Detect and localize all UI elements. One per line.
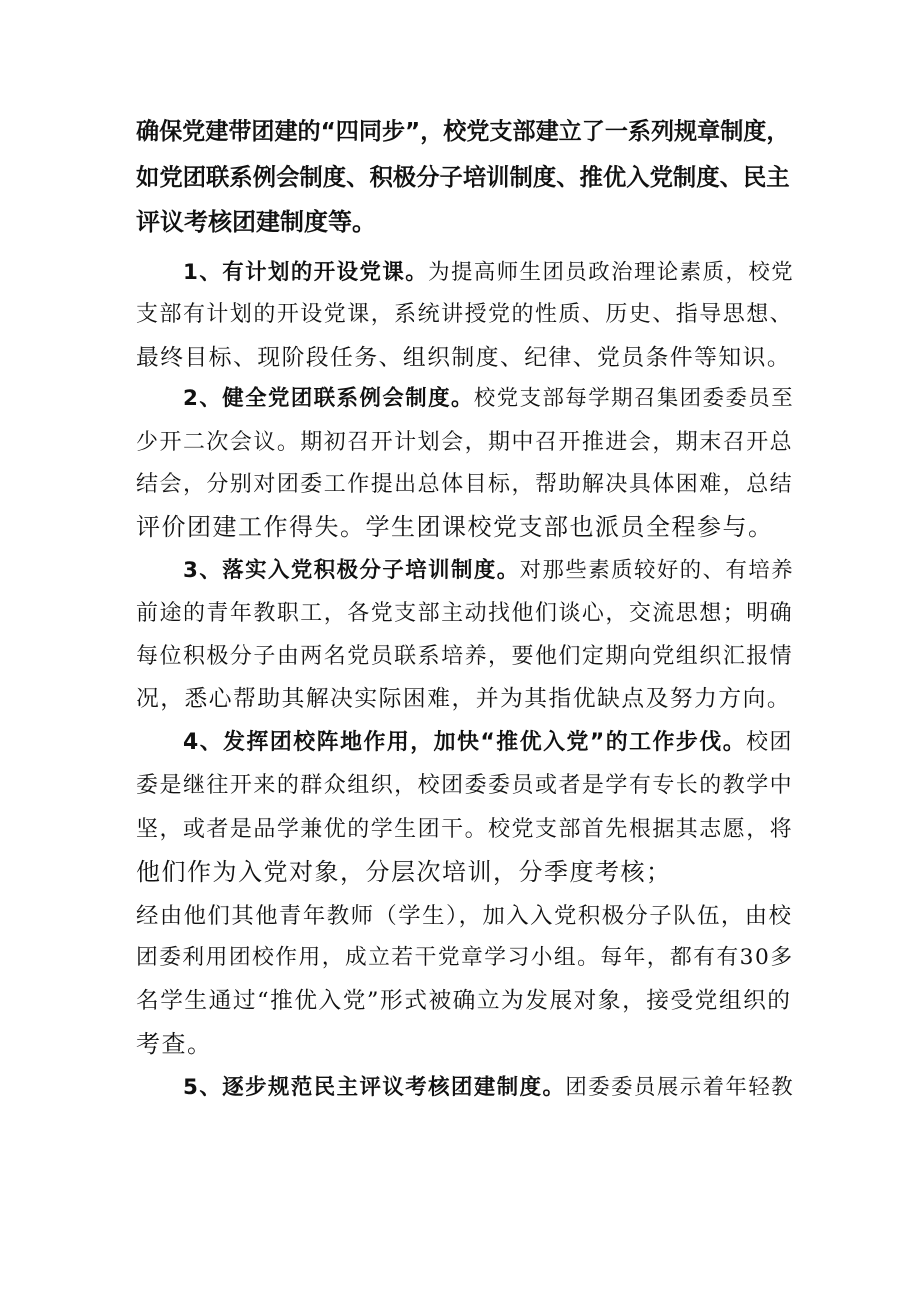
text-line	[183, 551, 794, 591]
section-text: 校党支部每学期召集团委委员至	[473, 386, 795, 411]
section-heading: 4、发挥团校阵地作用，加快“推优入党”的工作步伐。	[183, 730, 747, 755]
section-text: 校团	[746, 730, 793, 755]
text-line	[183, 1068, 794, 1108]
section-text: 团委委员展示着年轻教	[565, 1075, 795, 1100]
text-line: 如党团联系例会制度、积极分子培训制度、推优入党制度、民主	[136, 163, 790, 191]
section-heading: 3、落实入党积极分子培训制度。	[183, 558, 520, 583]
text-line: 每位积极分子由两名党员联系培养，要他们定期向党组织汇报情	[136, 644, 794, 669]
text-line: 结会，分别对团委工作提出总体目标，帮助解决具体困难，总结	[136, 472, 794, 497]
text-line: 委是继往开来的群众组织，校团委委员或者是学有专长的教学中	[136, 773, 794, 798]
text-line: 前途的青年教职工，各党支部主动找他们谈心，交流思想；明确	[136, 601, 794, 626]
text-line: 经由他们其他青年教师（学生），加入入党积极分子队伍，由校	[136, 903, 793, 929]
text-line	[183, 253, 794, 293]
text-line: 考查。	[136, 1030, 213, 1058]
text-line: 确保党建带团建的“四同步”，校党支部建立了一系列规章制度，	[136, 119, 790, 145]
section-heading: 1、有计划的开设党课。	[183, 260, 429, 285]
text-line: 评议考核团建制度等。	[136, 208, 376, 236]
text-line: 团委利用团校作用，成立若干党章学习小组。每年，都有有30多	[136, 945, 794, 970]
section-text: 对那些素质较好的、有培养	[519, 558, 795, 583]
text-line	[183, 723, 793, 763]
text-line: 少开二次会议。期初召开计划会，期中召开推进会，期末召开总	[136, 430, 794, 455]
section-heading: 2、健全党团联系例会制度。	[183, 386, 474, 411]
text-line: 名学生通过“推优入党”形式被确立为发展对象，接受党组织的	[136, 988, 792, 1014]
section-heading: 5、逐步规范民主评议考核团建制度。	[183, 1075, 566, 1100]
text-line: 况，悉心帮助其解决实际困难，并为其指优缺点及努力方向。	[136, 686, 792, 712]
text-line: 他们作为入党对象，分层次培训，分季度考核；	[136, 858, 672, 886]
text-line: 支部有计划的开设党课，系统讲授党的性质、历史、指导思想、	[136, 302, 794, 327]
text-line	[183, 379, 794, 419]
text-line: 最终目标、现阶段任务、组织制度、纪律、党员条件等知识。	[136, 345, 792, 371]
text-line: 评价团建工作得失。学生团课校党支部也派员全程参与。	[136, 513, 774, 541]
section-text: 为提高师生团员政治理论素质，校党	[428, 260, 795, 285]
text-line: 坚，或者是品学兼优的学生团干。校党支部首先根据其志愿，将	[136, 817, 794, 842]
